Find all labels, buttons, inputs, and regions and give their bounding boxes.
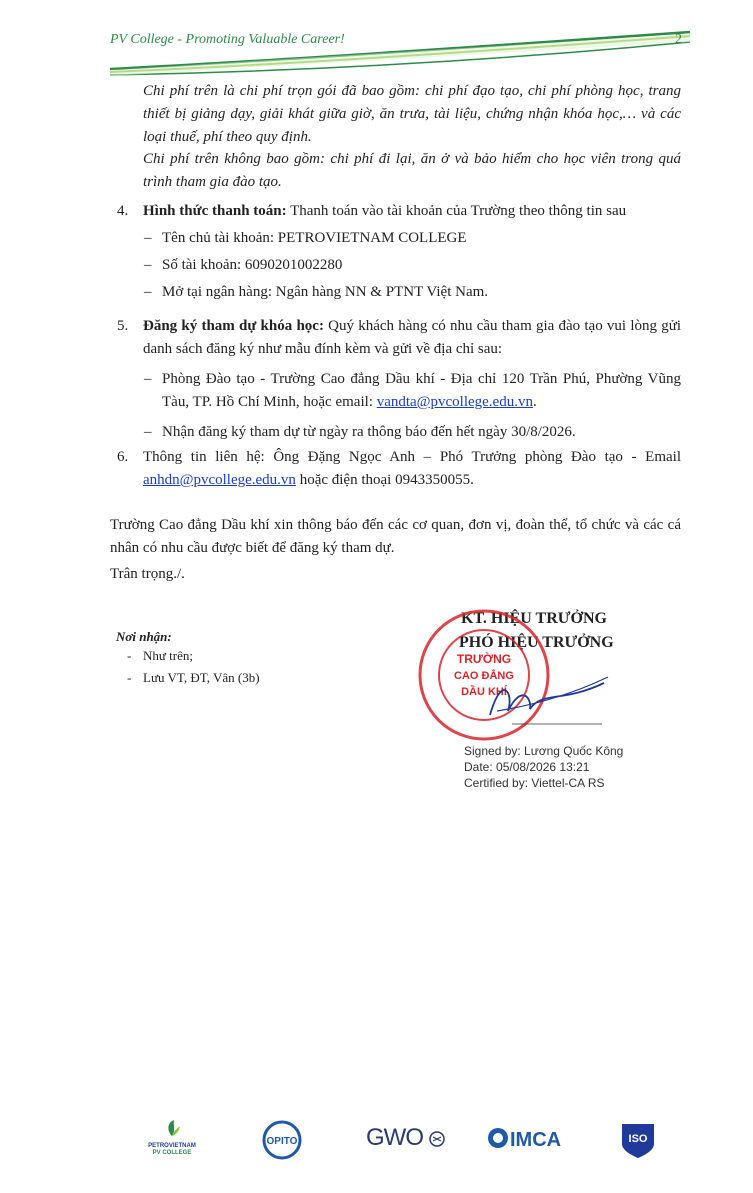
recipient-bullet: -	[127, 648, 132, 663]
petrovietnam-pv-college-logo: PETROVIETNAM PV COLLEGE	[148, 1118, 196, 1157]
svg-text:IMCA: IMCA	[510, 1129, 562, 1151]
item-number: 4.	[117, 203, 129, 219]
leaf-icon	[162, 1118, 182, 1138]
account-number: Số tài khoản: 6090201002280	[162, 257, 343, 273]
account-holder: Tên chủ tài khoản: PETROVIETNAM COLLEGE	[162, 230, 467, 246]
payment-method	[143, 200, 688, 223]
svg-text:TRƯỜNG: TRƯỜNG	[456, 652, 512, 666]
cost-included-note: Chi phí trên là chi phí trọn gói đã bao gồm: chi phí đạo tạo, chi phí phòng học, trang thiết bị giảng dạy, giải khát giữa giờ, ăn trưa, tài liệu, chứng nhận khóa học,… và các loại thuế, phí theo quy định.	[143, 83, 681, 145]
iso-logo	[618, 1118, 658, 1165]
payment-method-text: Thanh toán vào tài khoản của Trường theo thông tin sau	[286, 203, 627, 219]
recipient-bullet: -	[127, 670, 132, 685]
registration-text: Quý khách hàng có nhu cầu tham gia đào tạo vui lòng gửi danh sách đăng ký như mẫu đính kèm và gửi về địa chỉ sau:	[143, 318, 682, 357]
svg-text:ISO: ISO	[628, 1133, 648, 1145]
registration-address: Phòng Đào tạo - Trường Cao đẳng Dầu khí - Địa chỉ 120 Trần Phú, Phường Vũng Tàu, TP. Hồ Chí Minh, hoặc email: vandta@pvcollege.edu.vn.	[162, 371, 681, 410]
opito-logo	[262, 1120, 302, 1165]
payment-method-label: Hình thức thanh toán:	[143, 203, 287, 219]
recipients-title: Nơi nhận:	[116, 629, 172, 644]
cost-excluded-note: Chi phí trên không bao gồm: chi phí đi lại, ăn ở và bảo hiểm cho học viên trong quá trình tham gia đào tạo.	[143, 151, 681, 190]
signed-by: Signed by: Lương Quốc Kông	[464, 744, 624, 758]
item-number: 5.	[117, 318, 129, 334]
signed-date: Date: 05/08/2026 13:21	[464, 760, 590, 774]
contact-info: Thông tin liên hệ: Ông Đặng Ngọc Anh – Phó Trưởng phòng Đào tạo - Email anhdn@pvcollege.edu.vn hoặc điện thoại 0943350055.	[143, 449, 681, 488]
svg-text:OPITO: OPITO	[266, 1136, 298, 1147]
signature-title-1: KT. HIỆU TRƯỞNG	[461, 610, 607, 627]
certified-by: Certified by: Viettel-CA RS	[464, 776, 605, 790]
bank-name: Mở tại ngân hàng: Ngân hàng NN & PTNT Việt Nam.	[162, 284, 489, 300]
imca-logo	[484, 1122, 568, 1159]
registration-info	[143, 315, 681, 361]
recipient-item: Lưu VT, ĐT, Vân (3b)	[143, 670, 260, 685]
closing-regards: Trân trọng./.	[110, 566, 185, 582]
header-swoosh	[100, 14, 700, 84]
registration-email-link[interactable]: vandta@pvcollege.edu.vn	[376, 394, 533, 410]
closing-notice: Trường Cao đẳng Dầu khí xin thông báo đến các cơ quan, đơn vị, đoàn thể, tổ chức và các cá nhân có nhu cầu được biết để đăng ký tham dự.	[110, 517, 681, 556]
header-title: PV College - Promoting Valuable Career!	[110, 32, 345, 47]
svg-text:CAO ĐẲNG: CAO ĐẲNG	[454, 670, 514, 682]
svg-text:DẦU KHÍ: DẦU KHÍ	[461, 686, 507, 698]
recipient-item: Như trên;	[143, 648, 194, 663]
globe-icon	[429, 1131, 445, 1147]
signature-title-2: PHÓ HIỆU TRƯỞNG	[459, 634, 614, 651]
registration-deadline: Nhận đăng ký tham dự từ ngày ra thông báo đến hết ngày 30/8/2026.	[162, 424, 576, 440]
registration-label: Đăng ký tham dự khóa học:	[143, 318, 324, 334]
page-number: 2	[675, 32, 682, 47]
contact-email-link[interactable]: anhdn@pvcollege.edu.vn	[143, 472, 296, 488]
official-stamp	[412, 603, 612, 748]
gwo-logo: GWO	[366, 1124, 445, 1152]
item-number: 6.	[117, 449, 129, 465]
